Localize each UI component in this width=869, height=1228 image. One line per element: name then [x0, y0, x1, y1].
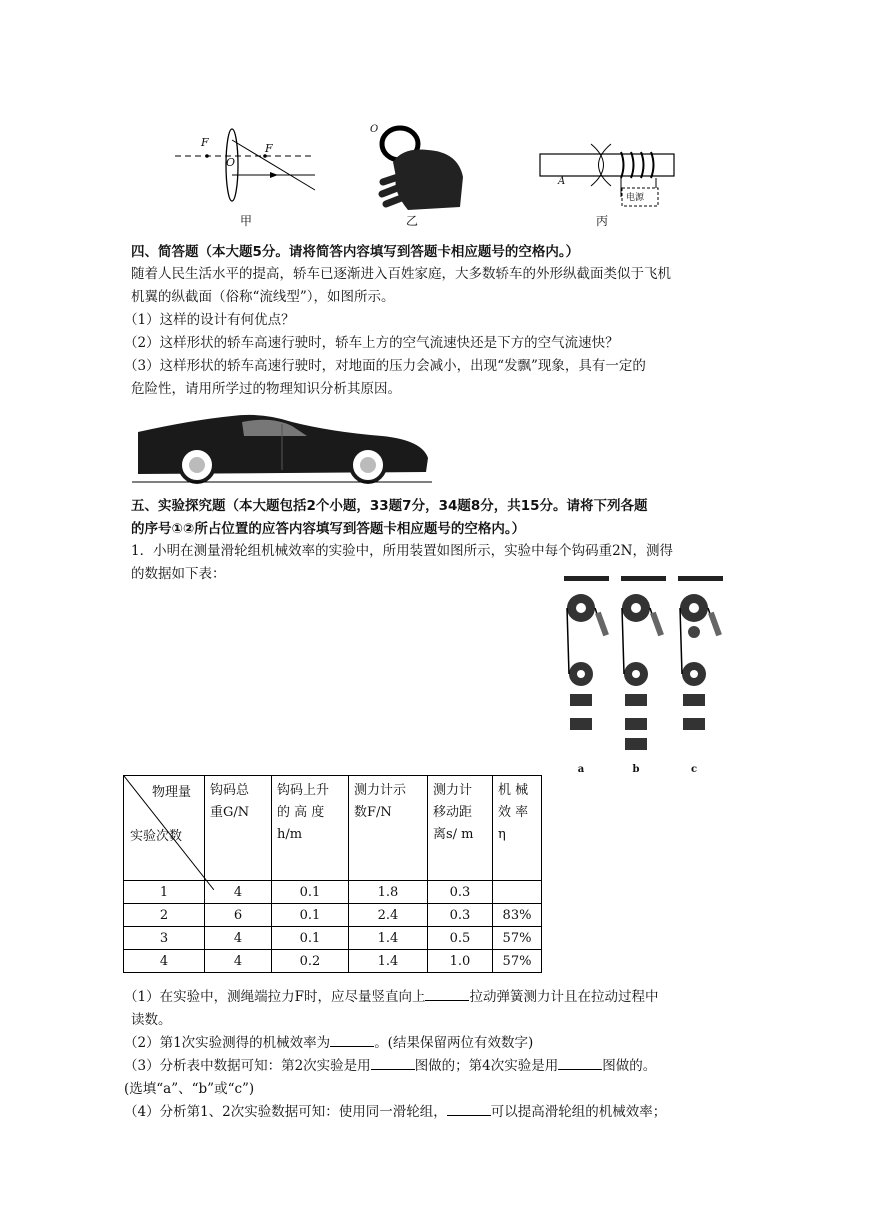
cell: 4 [205, 950, 272, 973]
header-weight-l1: 钩码总 [210, 783, 250, 798]
exp-q3-b: 图做的；第4次实验是用 [414, 1058, 559, 1074]
exp-q3-blank-2[interactable] [558, 1055, 602, 1070]
data-table [123, 775, 542, 973]
section4-q1: （1）这样的设计有何优点？ [124, 312, 295, 328]
cell: 4 [205, 881, 272, 904]
table-row [124, 904, 542, 927]
hand-o: O [370, 124, 379, 135]
section4-para-1: 随着人民生活水平的提高，轿车已逐渐进入百姓家庭，大多数轿车的外形纵截面类似于飞机 [131, 266, 671, 282]
header-efficiency-l1: 机 械 [498, 783, 529, 798]
cell: 57% [493, 950, 542, 973]
car-figure [132, 410, 432, 484]
power-label: 电源 [626, 193, 645, 203]
table-row [124, 950, 542, 973]
header-distance-l2: 移动距 [433, 805, 473, 820]
cell: 2 [124, 904, 205, 927]
cell: 1.4 [349, 950, 428, 973]
exp-q1-line1 [124, 986, 658, 1008]
header-height-l2: 的 高 度 [277, 805, 325, 820]
exp-q4-blank[interactable] [447, 1101, 491, 1116]
exp-q3-line2: (选填“a”、“b”或“c”) [124, 1081, 255, 1097]
exp-q1-a: （1）在实验中，测绳端拉力F时，应尽量竖直向上 [124, 989, 426, 1005]
section4-para-2: 机翼的纵截面（俗称“流线型”），如图所示。 [131, 289, 395, 305]
section5-intro-1: 1．小明在测量滑轮组机械效率的实验中，所用装置如图所示，实验中每个钩码重2N，测得 [131, 543, 673, 559]
header-force-l2: 数F/N [354, 805, 392, 820]
section4-q3-1: （3）这样形状的轿车高速行驶时，对地面的压力会减小，出现“发飘”现象，具有一定的 [124, 358, 646, 374]
figure-label-yi: 乙 [405, 214, 418, 228]
table-corner-cell [124, 776, 205, 881]
exp-q1-b: 拉动弹簧测力计且在拉动过程中 [469, 989, 659, 1005]
lens-f-right: F [265, 142, 273, 155]
cell: 0.3 [428, 881, 493, 904]
cell: 0.1 [272, 927, 349, 950]
section4-heading: 四、简答题（本大题5分。请将简答内容填写到答题卡相应题号的空格内。） [131, 244, 580, 260]
cell: 1.8 [349, 881, 428, 904]
figure-solenoid [536, 132, 678, 212]
figure-lens [170, 120, 320, 220]
cell: 83% [493, 904, 542, 927]
cell: 1.4 [349, 927, 428, 950]
header-efficiency [493, 776, 542, 881]
exp-q2-a: （2）第1次实验测得的机械效率为 [124, 1035, 331, 1051]
corner-bottom: 实验次数 [130, 829, 183, 844]
cell: 2.4 [349, 904, 428, 927]
exp-q4-a: （4）分析第1、2次实验数据可知：使用同一滑轮组， [124, 1104, 447, 1120]
section5-intro-2: 的数据如下表： [131, 566, 226, 582]
cell: 0.2 [272, 950, 349, 973]
exp-q4-line [124, 1101, 666, 1123]
header-height-l3: h/m [277, 827, 303, 842]
lens-f-left: F [201, 136, 209, 149]
cell: 0.5 [428, 927, 493, 950]
figure-hand [368, 122, 468, 212]
header-distance [428, 776, 493, 881]
cell: 1 [124, 881, 205, 904]
exp-q3-blank-1[interactable] [371, 1055, 415, 1070]
exp-q1-blank[interactable] [425, 986, 469, 1001]
table-row [124, 927, 542, 950]
solenoid-a: A [558, 176, 566, 187]
pulley-label-a: a [577, 764, 585, 775]
pulley-label-b: b [632, 764, 640, 775]
exp-q1-line2: 读数。 [131, 1012, 172, 1028]
section4-q2: （2）这样形状的轿车高速行驶时，轿车上方的空气流速快还是下方的空气流速快？ [124, 335, 619, 351]
pulley-label-c: c [690, 764, 698, 775]
cell: 0.1 [272, 881, 349, 904]
cell: 6 [205, 904, 272, 927]
lens-o: O [226, 156, 236, 169]
section5-heading-2: 的序号①②所占位置的应答内容填写到答题卡相应题号的空格内。） [131, 521, 526, 537]
section4-q3-2: 危险性，请用所学过的物理知识分析其原因。 [131, 381, 401, 397]
header-weight-l2: 重G/N [210, 805, 250, 820]
cell: 57% [493, 927, 542, 950]
exp-q2-line [124, 1032, 533, 1054]
cell: 4 [124, 950, 205, 973]
cell: 1.0 [428, 950, 493, 973]
cell [493, 881, 542, 904]
section5-heading-1: 五、实验探究题（本大题包括2个小题，33题7分，34题8分，共15分。请将下列各题 [131, 498, 648, 514]
exp-q2-blank[interactable] [330, 1032, 374, 1047]
exp-q3-line1 [124, 1055, 656, 1077]
table-header-row [124, 776, 542, 881]
header-weight [205, 776, 272, 881]
header-efficiency-l2: 效 率 [498, 805, 529, 820]
header-efficiency-l3: η [498, 827, 506, 842]
figure-label-bing: 丙 [595, 214, 608, 228]
header-force [349, 776, 428, 881]
cell: 3 [124, 927, 205, 950]
cell: 4 [205, 927, 272, 950]
header-force-l1: 测力计示 [354, 783, 407, 798]
corner-top: 物理量 [152, 785, 192, 800]
pulley-figure [556, 572, 741, 775]
exp-q3-a: （3）分析表中数据可知：第2次实验是用 [124, 1058, 371, 1074]
exp-q3-c: 图做的。 [602, 1058, 657, 1074]
header-distance-l1: 测力计 [433, 783, 473, 798]
cell: 0.3 [428, 904, 493, 927]
header-height [272, 776, 349, 881]
header-height-l1: 钩码上升 [277, 783, 330, 798]
cell: 0.1 [272, 904, 349, 927]
exp-q4-b: 可以提高滑轮组的机械效率； [490, 1104, 667, 1120]
header-distance-l3: 离s/ m [433, 827, 474, 842]
exp-q2-b: 。(结果保留两位有效数字) [374, 1035, 534, 1051]
figure-label-jia: 甲 [239, 214, 252, 228]
